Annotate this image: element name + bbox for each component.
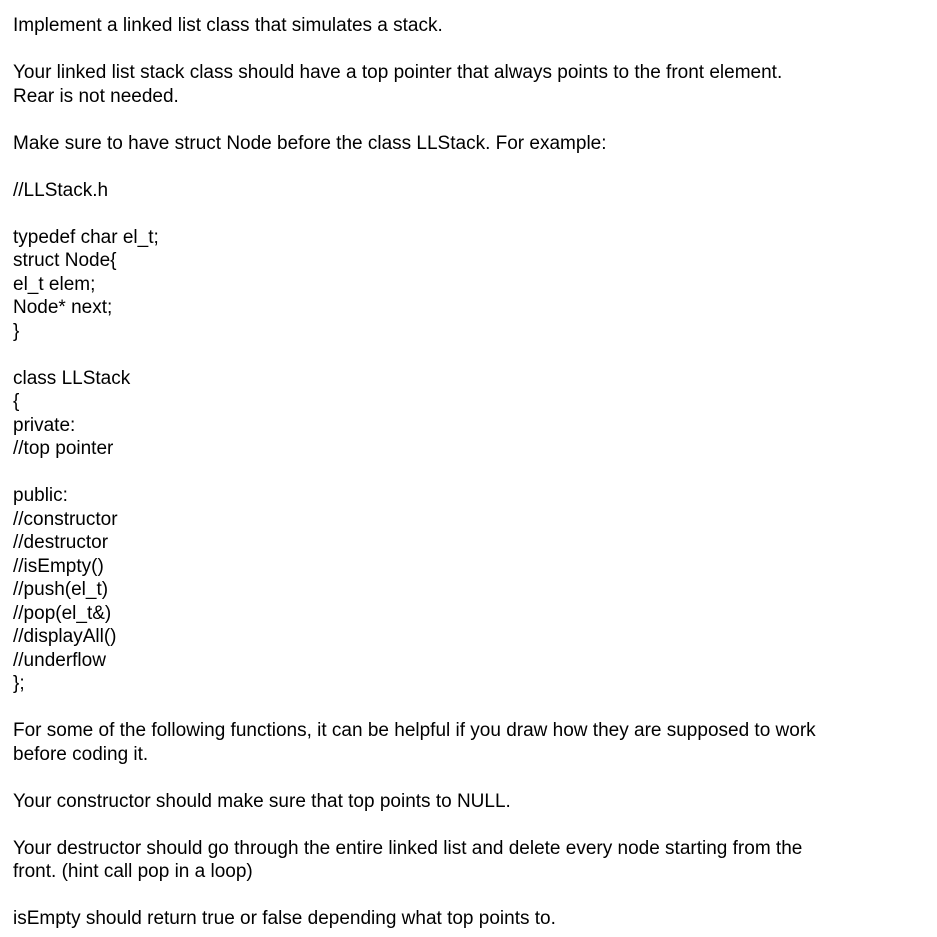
code-line: class LLStack bbox=[13, 367, 131, 389]
public-code-block bbox=[13, 484, 928, 696]
code-line: //push(el_t) bbox=[13, 579, 109, 600]
code-line: //displayAll() bbox=[13, 626, 117, 647]
destructor-text: front. (hint call pop in a loop) bbox=[13, 861, 253, 882]
code-line: //isEmpty() bbox=[13, 555, 104, 577]
code-line: //underflow bbox=[13, 649, 106, 671]
helpful-text: For some of the following functions, it can be helpful if you draw how they are supposed to work bbox=[13, 720, 816, 741]
struct-code-block bbox=[13, 226, 928, 344]
struct-note-text: Make sure to have struct Node before the class LLStack. For example: bbox=[13, 132, 607, 154]
code-line: private: bbox=[13, 414, 76, 436]
code-line: public: bbox=[13, 485, 68, 506]
code-line: }; bbox=[13, 673, 25, 694]
code-line: } bbox=[13, 320, 20, 342]
code-line: //destructor bbox=[13, 532, 109, 553]
code-line: { bbox=[13, 391, 20, 412]
code-line: //pop(el_t&) bbox=[13, 602, 112, 624]
intro-text: Implement a linked list class that simulates a stack. bbox=[13, 15, 443, 36]
top-pointer-text: Your linked list stack class should have a top pointer that always points to the front element. bbox=[13, 62, 783, 83]
code-line: //constructor bbox=[13, 508, 118, 530]
isempty-text: isEmpty should return true or false depending what top points to. bbox=[13, 908, 556, 929]
document-body bbox=[13, 14, 928, 931]
code-line: Node* next; bbox=[13, 297, 113, 318]
code-line: el_t elem; bbox=[13, 273, 96, 295]
code-line: //top pointer bbox=[13, 438, 114, 459]
code-line: struct Node{ bbox=[13, 250, 117, 271]
constructor-text: Your constructor should make sure that top points to NULL. bbox=[13, 790, 511, 812]
class-code-block bbox=[13, 367, 928, 461]
destructor-text: Your destructor should go through the entire linked list and delete every node starting from the bbox=[13, 837, 803, 859]
rear-text: Rear is not needed. bbox=[13, 85, 179, 107]
file-comment: //LLStack.h bbox=[13, 179, 109, 201]
helpful-text: before coding it. bbox=[13, 743, 149, 765]
code-line: typedef char el_t; bbox=[13, 226, 159, 248]
